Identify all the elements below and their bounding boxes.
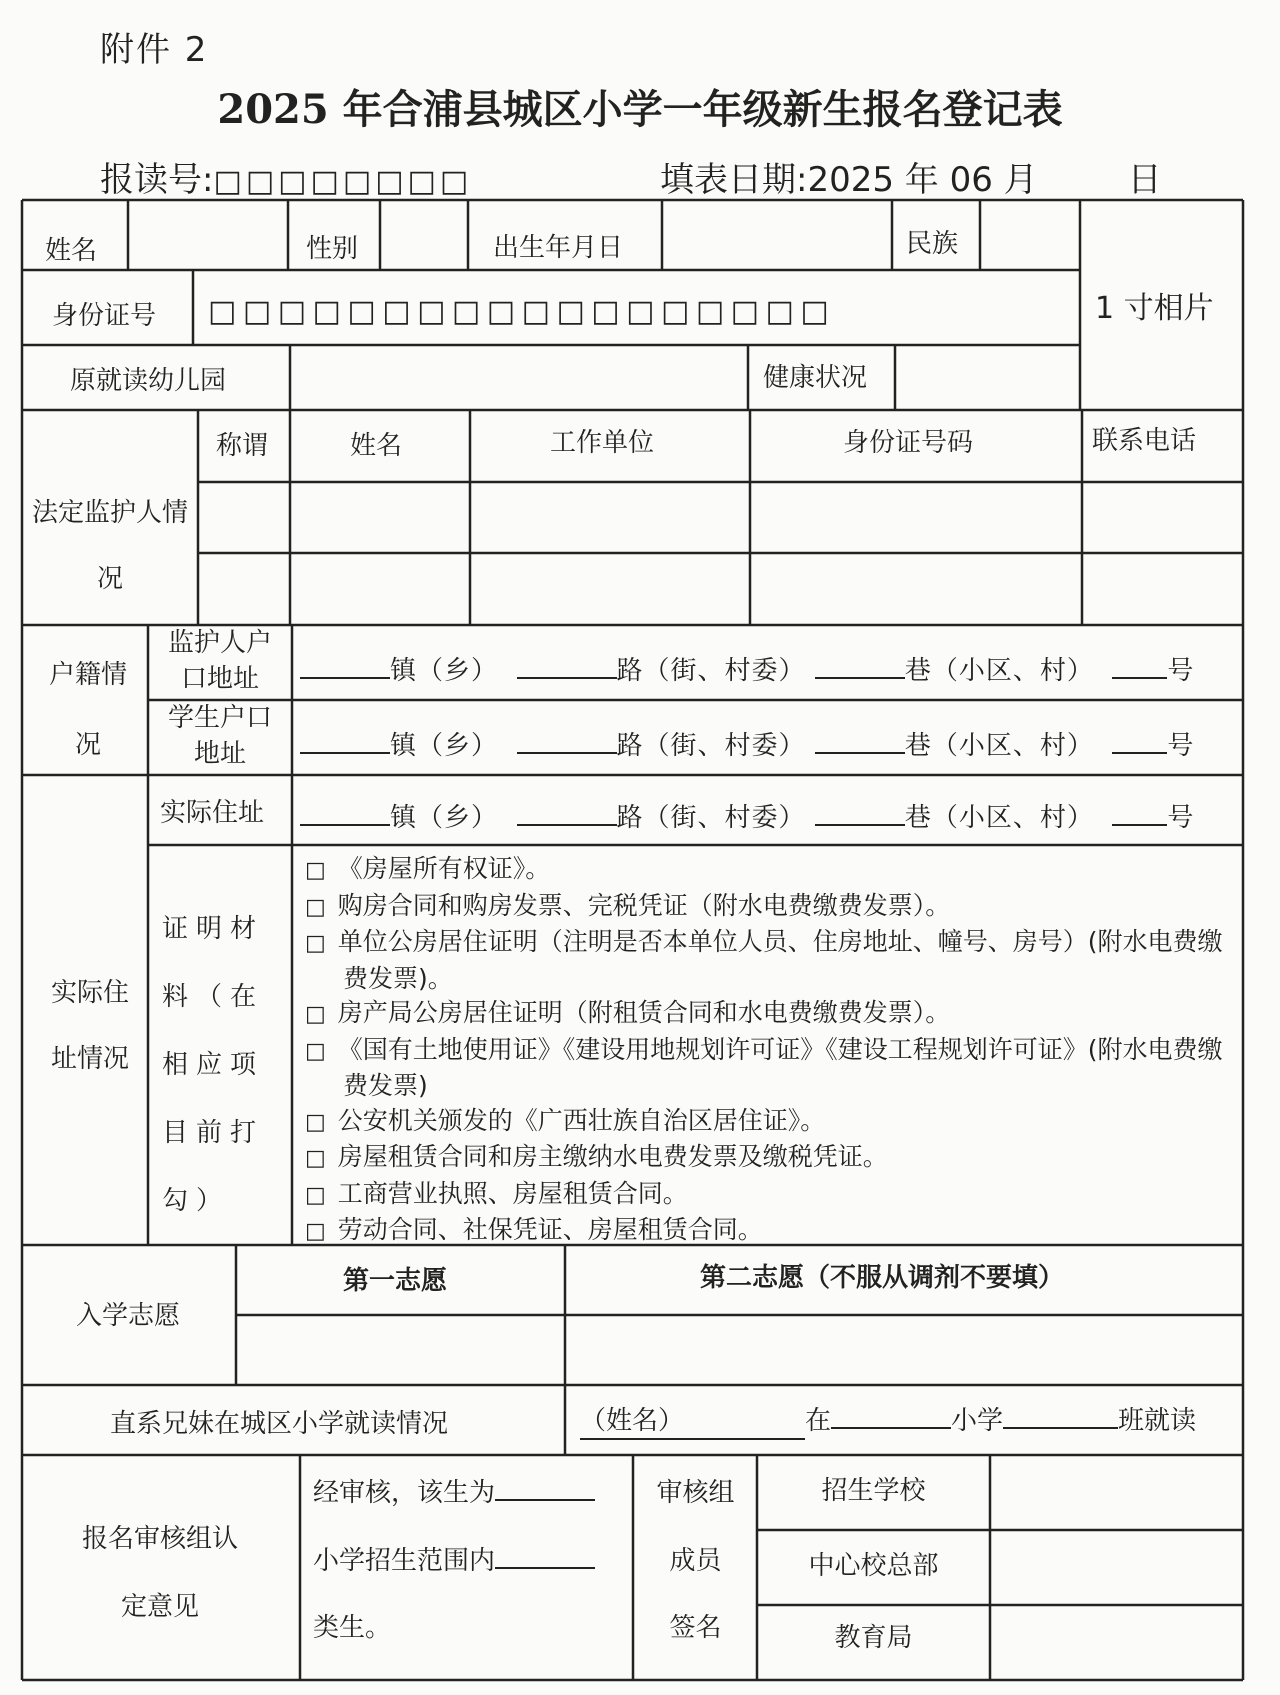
guardian-col-title: 称谓: [216, 431, 269, 461]
first-preference-field[interactable]: [236, 1315, 565, 1385]
review-members-label-1: 审核组: [656, 1478, 735, 1508]
kindergarten-field[interactable]: [290, 345, 748, 410]
guardian-section-label: 法定监护人情况: [31, 498, 188, 594]
signature-education-bureau[interactable]: [990, 1605, 1243, 1680]
checkbox-icon[interactable]: □: [305, 1038, 326, 1064]
siblings-label: 直系兄妹在城区小学就读情况: [110, 1409, 449, 1439]
proof-item[interactable]: □ 《房屋所有权证》。: [305, 854, 551, 883]
checkbox-icon[interactable]: □: [305, 1219, 326, 1244]
review-line-1: 经审核，该生为: [313, 1477, 595, 1510]
reg-number-label: 报读号:: [100, 160, 214, 200]
hukou-section-label: 户籍情况: [48, 660, 127, 760]
review-line-2: 小学招生范围内: [313, 1545, 595, 1578]
guardian-row-2[interactable]: [198, 553, 1243, 625]
proof-item[interactable]: □ 工商营业执照、房屋租赁合同。: [305, 1178, 688, 1208]
dob-field[interactable]: [662, 200, 892, 270]
review-members-label-2: 成员: [669, 1546, 722, 1576]
proof-item[interactable]: □ 公安机关颁发的《广西壮族自治区居住证》。: [305, 1105, 826, 1135]
checkbox-icon[interactable]: □: [305, 858, 326, 883]
review-section-label: 报名审核组认定意见: [81, 1524, 238, 1622]
name-label: 姓名: [45, 236, 98, 266]
reg-number: [100, 152, 472, 201]
unit-education-bureau: 教育局: [834, 1623, 913, 1653]
guardian-col-phone: 联系电话: [1092, 426, 1197, 456]
guardian-hukou-address[interactable]: 镇（乡） 路（街、村委） 巷（小区、村） 号: [300, 650, 1194, 687]
review-members-label-3: 签名: [669, 1613, 722, 1643]
proof-item[interactable]: □ 房屋租赁合同和房主缴纳水电费发票及缴税凭证。: [305, 1142, 888, 1171]
guardian-hukou-label: 监护人户口地址: [167, 628, 272, 694]
fill-date: [660, 152, 1162, 201]
ethnicity-field[interactable]: [980, 200, 1080, 270]
checkbox-icon[interactable]: □: [305, 1182, 326, 1208]
dob-label: 出生年月日: [493, 233, 624, 263]
gender-label: 性别: [306, 234, 359, 264]
guardian-col-id: 身份证号码: [843, 428, 974, 458]
checkbox-icon[interactable]: □: [305, 894, 326, 920]
student-hukou-address[interactable]: 镇（乡） 路（街、村委） 巷（小区、村） 号: [300, 725, 1194, 762]
checkbox-icon[interactable]: □: [305, 1146, 326, 1171]
checkbox-icon[interactable]: □: [305, 931, 326, 956]
preference-section-label: 入学志愿: [76, 1301, 181, 1331]
unit-recruiting-school: 招生学校: [821, 1476, 926, 1506]
proof-item[interactable]: □ 单位公房居住证明（注明是否本单位人员、住房地址、幢号、房号）(附水电费缴费发票)。: [305, 927, 1223, 993]
guardian-row-1[interactable]: [198, 482, 1243, 553]
second-preference-label: 第二志愿（不服从调剂不要填）: [700, 1263, 1065, 1293]
actual-address[interactable]: 镇（乡） 路（街、村委） 巷（小区、村） 号: [300, 797, 1194, 834]
actual-address-label: 实际住址: [160, 798, 265, 828]
fill-date-day: 日: [1127, 160, 1162, 200]
fill-date-label: 填表日期:2025 年 06 月: [660, 160, 1038, 200]
siblings-field[interactable]: （姓名） 在 小学 班就读: [580, 1405, 1196, 1440]
guardian-col-employer: 工作单位: [550, 428, 655, 458]
health-label: 健康状况: [763, 363, 868, 393]
id-card-label: 身份证号: [52, 301, 157, 331]
proof-list: [305, 852, 1235, 1250]
checkbox-icon[interactable]: □: [305, 1002, 326, 1027]
proof-item[interactable]: □ 购房合同和购房发票、完税凭证（附水电费缴费发票）。: [305, 890, 951, 920]
student-hukou-label: 学生户口地址: [167, 703, 272, 769]
health-field[interactable]: [895, 345, 1080, 410]
name-field[interactable]: [128, 200, 288, 270]
proof-item[interactable]: □ 《国有土地使用证》《建设用地规划许可证》《建设工程规划许可证》(附水电费缴费发票): [305, 1034, 1223, 1100]
review-line-3: 类生。: [313, 1613, 392, 1643]
first-preference-label: 第一志愿: [343, 1266, 448, 1296]
residence-section-label: 实际住址情况: [50, 978, 129, 1074]
kindergarten-label: 原就读幼儿园: [70, 366, 227, 396]
proof-item[interactable]: □ 劳动合同、社保凭证、房屋租赁合同。: [305, 1215, 763, 1244]
form-title: 2025 年合浦县城区小学一年级新生报名登记表: [217, 86, 1063, 133]
gender-field[interactable]: [380, 200, 468, 270]
ethnicity-label: 民族: [906, 229, 959, 259]
photo-placeholder[interactable]: 1 寸相片: [1095, 291, 1214, 326]
second-preference-field[interactable]: [565, 1315, 1243, 1385]
proof-item[interactable]: □ 房产局公房居住证明（附租赁合同和水电费缴费发票）。: [305, 998, 951, 1027]
proof-materials-label: 证明材料（在相应项目前打勾）: [162, 914, 265, 1216]
signature-central-school[interactable]: [990, 1530, 1243, 1605]
id-card-boxes[interactable]: □□□□□□□□□□□□□□□□□□: [208, 294, 836, 329]
unit-central-school: 中心校总部: [808, 1551, 939, 1581]
reg-number-boxes[interactable]: □□□□□□□□: [213, 164, 473, 199]
guardian-col-name: 姓名: [350, 431, 403, 461]
attachment-label: 附件 2: [100, 30, 209, 70]
signature-recruiting-school[interactable]: [990, 1455, 1243, 1530]
checkbox-icon[interactable]: □: [305, 1109, 326, 1135]
